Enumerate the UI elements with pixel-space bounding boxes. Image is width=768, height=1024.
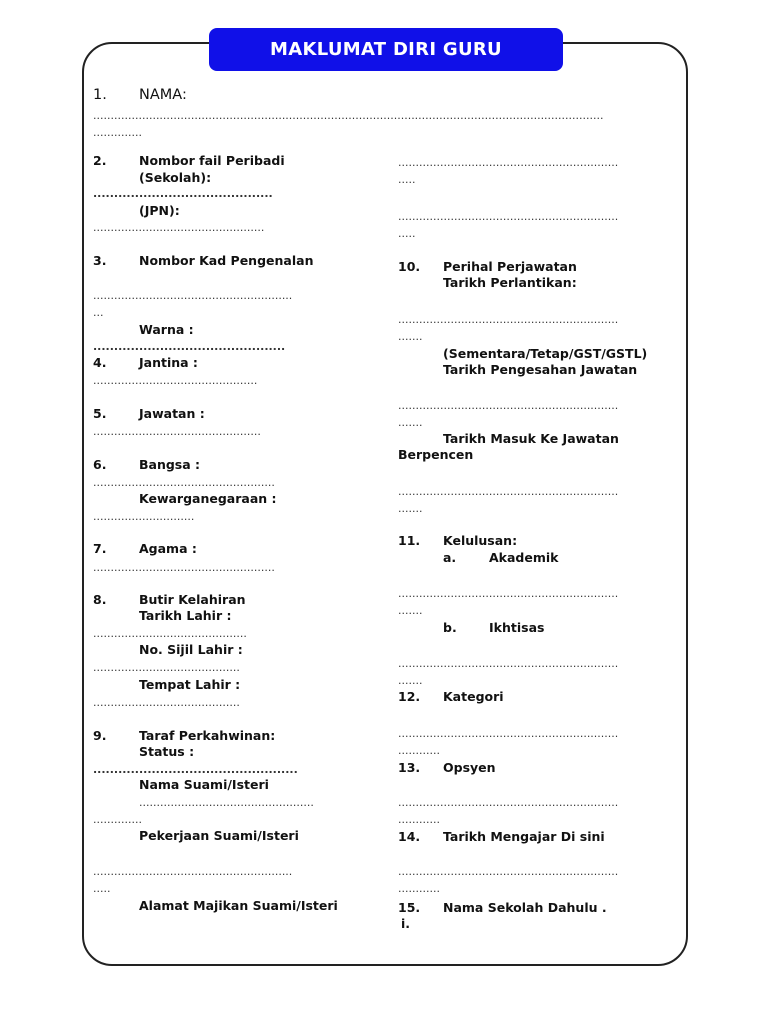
field-6-kewarganegaraan-input[interactable]: .............................	[93, 511, 195, 523]
field-12-label: Kategori	[443, 689, 504, 704]
field-1-dotted-line[interactable]: ..................................................................................................................................................	[93, 110, 604, 122]
field-10-label: Perihal Perjawatan	[443, 259, 577, 274]
field-9-number: 9.	[93, 728, 107, 743]
field-15-number: 15.	[398, 900, 421, 915]
field-3-input-continued[interactable]: ...	[93, 307, 104, 319]
field-9-label: Taraf Perkahwinan:	[139, 728, 276, 743]
field-9-nama-pasangan-input[interactable]: ..................................................	[139, 797, 314, 809]
field-9-pekerjaan-pasangan-input-continued[interactable]: .....	[93, 883, 111, 895]
field-9-pekerjaan-pasangan-input[interactable]: .........................................................	[93, 866, 293, 878]
field-11-ikhtisas-label: Ikhtisas	[489, 620, 545, 635]
field-8-tempat-lahir-input[interactable]: ..........................................	[93, 697, 240, 709]
field-15-item-i: i.	[401, 916, 411, 931]
field-1-number: 1.	[93, 87, 107, 103]
field-10-tarikh-masuk-input-continued[interactable]: .......	[398, 503, 423, 515]
field-10-berpencen-label: Berpencen	[398, 447, 474, 462]
field-6-label: Bangsa :	[139, 457, 201, 472]
field-11-akademik-label: Akademik	[489, 550, 559, 565]
field-1-dotted-line-continued[interactable]: ..............	[93, 127, 142, 139]
field-8-number: 8.	[93, 592, 107, 607]
field-13-input-continued[interactable]: ............	[398, 814, 440, 826]
field-9-nama-pasangan-label: Nama Suami/Isteri	[139, 777, 269, 792]
field-8-label: Butir Kelahiran	[139, 592, 246, 607]
field-10-number: 10.	[398, 259, 421, 274]
field-10-tarikh-perlantikan-input[interactable]: ...............................................................	[398, 314, 619, 326]
field-5-input[interactable]: ................................................	[93, 426, 261, 438]
field-8-sijil-lahir-input[interactable]: ..........................................	[93, 662, 240, 674]
field-11-akademik-input[interactable]: ...............................................................	[398, 588, 619, 600]
field-11-ikhtisas-input[interactable]: ...............................................................	[398, 658, 619, 670]
right-input-1[interactable]: ...............................................................	[398, 157, 619, 169]
field-2-sekolah-label: (Sekolah):	[139, 170, 212, 185]
field-11-number: 11.	[398, 533, 421, 548]
field-11-a-marker: a.	[443, 550, 457, 565]
field-14-number: 14.	[398, 829, 421, 844]
field-9-status-input[interactable]: .................................................	[93, 764, 298, 776]
field-10-jenis-label: (Sementara/Tetap/GST/GSTL)	[443, 346, 648, 361]
right-input-2[interactable]: ...............................................................	[398, 211, 619, 223]
field-7-number: 7.	[93, 541, 107, 556]
field-9-pekerjaan-pasangan-label: Pekerjaan Suami/Isteri	[139, 828, 299, 843]
field-3-warna-label: Warna :	[139, 322, 194, 337]
field-7-label: Agama :	[139, 541, 197, 556]
form-title: MAKLUMAT DIRI GURU	[209, 28, 563, 71]
field-10-tarikh-pengesahan-input-continued[interactable]: .......	[398, 417, 423, 429]
field-2-jpn-label: (JPN):	[139, 203, 180, 218]
field-5-number: 5.	[93, 406, 107, 421]
field-12-number: 12.	[398, 689, 421, 704]
field-10-tarikh-pengesahan-input[interactable]: ...............................................................	[398, 400, 619, 412]
right-input-1-continued[interactable]: .....	[398, 174, 416, 186]
field-11-ikhtisas-input-continued[interactable]: .......	[398, 675, 423, 687]
field-14-input[interactable]: ...............................................................	[398, 866, 619, 878]
right-input-2-continued[interactable]: .....	[398, 228, 416, 240]
field-10-tarikh-pengesahan-label: Tarikh Pengesahan Jawatan	[443, 362, 638, 377]
field-3-label: Nombor Kad Pengenalan	[139, 253, 314, 268]
field-4-label: Jantina :	[139, 355, 198, 370]
field-13-number: 13.	[398, 760, 421, 775]
field-8-tarikh-lahir-input[interactable]: ............................................	[93, 628, 247, 640]
field-11-b-marker: b.	[443, 620, 457, 635]
field-9-alamat-majikan-label: Alamat Majikan Suami/Isteri	[139, 898, 338, 913]
field-11-akademik-input-continued[interactable]: .......	[398, 605, 423, 617]
field-4-input[interactable]: ...............................................	[93, 375, 258, 387]
field-6-input[interactable]: ....................................................	[93, 477, 275, 489]
field-8-tarikh-lahir-label: Tarikh Lahir :	[139, 608, 232, 623]
field-10-tarikh-masuk-input[interactable]: ...............................................................	[398, 486, 619, 498]
field-10-tarikh-perlantikan-input-continued[interactable]: .......	[398, 331, 423, 343]
field-9-status-label: Status :	[139, 744, 195, 759]
field-13-label: Opsyen	[443, 760, 496, 775]
field-8-sijil-lahir-label: No. Sijil Lahir :	[139, 642, 243, 657]
field-2-sekolah-input[interactable]: ...........................................	[93, 188, 273, 200]
field-14-label: Tarikh Mengajar Di sini	[443, 829, 605, 844]
field-12-input[interactable]: ...............................................................	[398, 728, 619, 740]
field-12-input-continued[interactable]: ............	[398, 745, 440, 757]
field-10-tarikh-perlantikan-label: Tarikh Perlantikan:	[443, 275, 577, 290]
field-11-label: Kelulusan:	[443, 533, 518, 548]
field-6-kewarganegaraan-label: Kewarganegaraan :	[139, 491, 277, 506]
field-3-number: 3.	[93, 253, 107, 268]
field-15-label: Nama Sekolah Dahulu .	[443, 900, 607, 915]
field-9-nama-pasangan-input-continued[interactable]: ..............	[93, 814, 142, 826]
field-10-tarikh-masuk-label: Tarikh Masuk Ke Jawatan	[443, 431, 619, 446]
field-2-number: 2.	[93, 153, 107, 168]
field-6-number: 6.	[93, 457, 107, 472]
field-1-label: NAMA:	[139, 87, 187, 103]
field-2-label: Nombor fail Peribadi	[139, 153, 285, 168]
field-8-tempat-lahir-label: Tempat Lahir :	[139, 677, 241, 692]
field-3-warna-input[interactable]: ..............................................	[93, 341, 286, 353]
field-5-label: Jawatan :	[139, 406, 205, 421]
field-3-input[interactable]: .........................................................	[93, 290, 293, 302]
field-4-number: 4.	[93, 355, 107, 370]
field-13-input[interactable]: ...............................................................	[398, 797, 619, 809]
field-14-input-continued[interactable]: ............	[398, 883, 440, 895]
field-7-input[interactable]: ....................................................	[93, 562, 275, 574]
field-2-jpn-input[interactable]: .................................................	[93, 222, 265, 234]
